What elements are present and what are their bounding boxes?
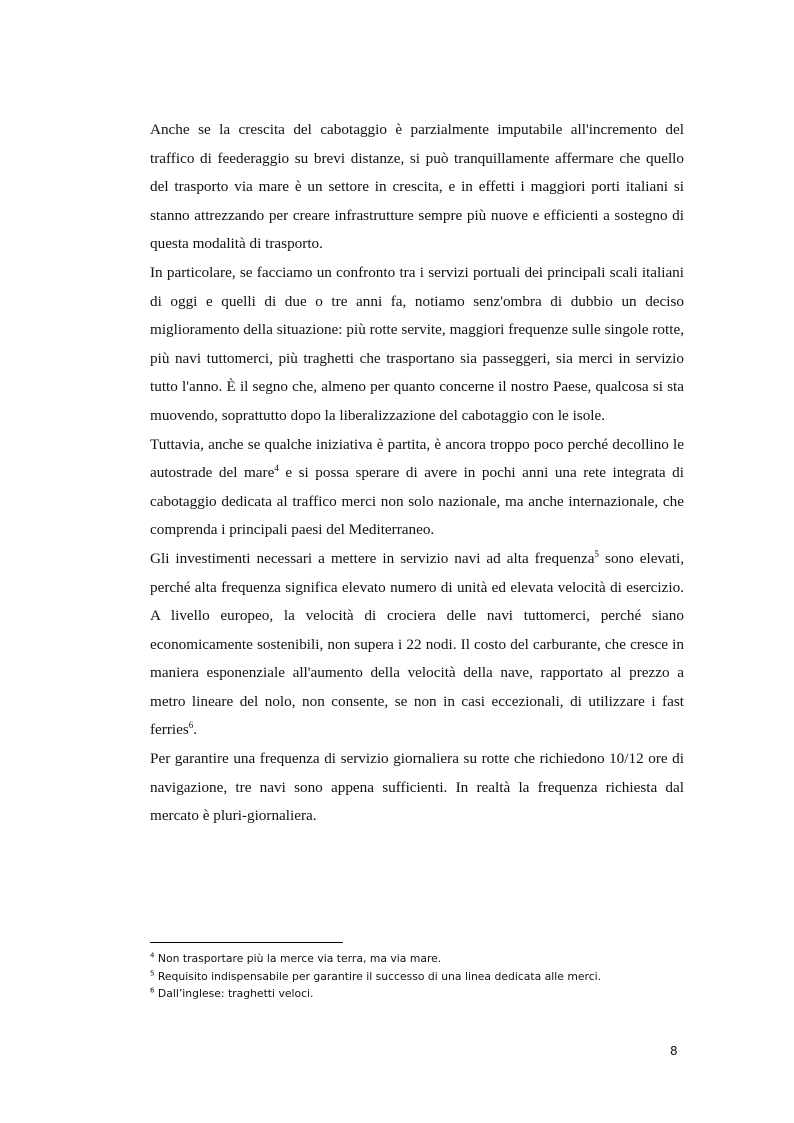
footnote-5-number: 5 [150, 968, 155, 977]
footnote-separator [150, 942, 343, 943]
footnote-ref-5[interactable]: 5 [594, 548, 600, 559]
paragraph-3-text-b: e si possa sperare di avere in pochi anni una rete integrata di cabotaggio dedicata al traffico merci non solo nazionale, ma anche internazionale, che comprenda i principali paesi del Mediterraneo. [150, 464, 684, 539]
paragraph-3 [150, 431, 684, 545]
paragraph-5: Per garantire una frequenza di servizio giornaliera su rotte che richiedono 10/12 ore di navigazione, tre navi sono appena sufficienti. In realtà la frequenza richiesta dal mercato è pluri-giornaliera. [150, 750, 684, 825]
footnote-6 [150, 985, 690, 1003]
paragraph-1: Anche se la crescita del cabotaggio è parzialmente imputabile all'incremento del traffico di feederaggio su brevi distanze, si può tranquillamente affermare che quello del trasporto via mare è un settore in crescita, e in effetti i maggiori porti italiani si stanno attrezzando per creare infrastrutture sempre più nuove e efficienti a sostegno di questa modalità di trasporto. [150, 121, 684, 253]
paragraph-4-text-a: Gli investimenti necessari a mettere in servizio navi ad alta frequenza [150, 549, 595, 567]
footnote-6-number: 6 [150, 986, 155, 995]
footnotes [150, 950, 690, 1003]
page-number: 8 [670, 1044, 678, 1058]
footnote-4-number: 4 [150, 951, 155, 960]
paragraph-4 [150, 545, 684, 745]
footnote-5 [150, 968, 690, 986]
paragraph-4-text-b: sono elevati, perché alta frequenza significa elevato numero di unità ed elevata velocità di esercizio. A livello europeo, la velocità di crociera delle navi tuttomerci, perché siano economicamente sostenibili, non supera i 22 nodi. Il costo del carburante, che cresce in maniera esponenziale all'aumento della velocità della nave, rapportato al prezzo a metro lineare del nolo, non consente, se non in casi eccezionali, di utilizzare i fast ferries [150, 549, 685, 739]
footnote-5-text: Requisito indispensabile per garantire il successo di una linea dedicata alle merci. [154, 969, 602, 983]
footnote-4-text: Non trasportare più la merce via terra, ma via mare. [154, 952, 442, 965]
paragraph-2: In particolare, se facciamo un confronto tra i servizi portuali dei principali scali italiani di oggi e quelli di due o tre anni fa, notiamo senz'ombra di dubbio un deciso miglioramento della situazione: più rotte servite, maggiori frequenze sulle singole rotte, più navi tuttomerci, più traghetti che trasportano sia passeggeri, sia merci in servizio tutto l'anno. È il segno che, almeno per quanto concerne il nostro Paese, qualcosa si sta muovendo, soprattutto dopo la liberalizzazione del cabotaggio con le isole. [150, 263, 684, 424]
body-text [150, 116, 684, 831]
footnote-ref-6[interactable]: 6 [188, 720, 194, 731]
footnote-6-text: Dall’inglese: traghetti veloci. [154, 987, 314, 1000]
footnote-4 [150, 950, 690, 968]
paragraph-3-text-a: Tuttavia, anche se qualche iniziativa è partita, è ancora troppo poco perché decollino le autostrade del mare [150, 435, 684, 482]
paragraph-4-text-c: . [193, 721, 198, 739]
footnote-ref-4[interactable]: 4 [274, 463, 279, 474]
